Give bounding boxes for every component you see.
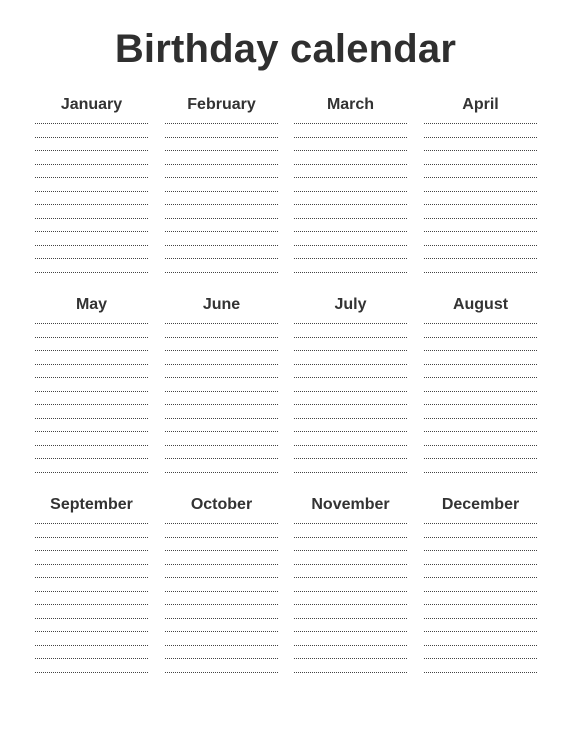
entry-line[interactable] [35,258,148,259]
entry-line[interactable] [35,604,148,605]
entry-line[interactable] [35,364,148,365]
month-block-november [294,495,407,515]
entry-line[interactable] [35,631,148,632]
entry-line[interactable] [165,472,278,473]
entry-line[interactable] [35,350,148,351]
entry-line[interactable] [165,218,278,219]
entry-line[interactable] [424,231,537,232]
entry-line[interactable] [165,564,278,565]
month-block-may [35,295,148,315]
entry-line[interactable] [424,418,537,419]
month-block-october [165,495,278,515]
month-block-february [165,95,278,115]
entry-line[interactable] [35,150,148,151]
entry-line[interactable] [165,523,278,524]
entry-line[interactable] [424,245,537,246]
month-block-december [424,495,537,515]
entry-line[interactable] [165,272,278,273]
entry-line[interactable] [294,418,407,419]
month-block-july [294,295,407,315]
entry-line[interactable] [35,191,148,192]
entry-line[interactable] [424,137,537,138]
entry-line[interactable] [165,258,278,259]
entry-line[interactable] [294,445,407,446]
entry-lines [424,323,537,486]
entry-line[interactable] [35,618,148,619]
entry-line[interactable] [35,431,148,432]
entry-line[interactable] [35,523,148,524]
month-name: July [334,296,367,313]
entry-lines [294,523,407,686]
entry-line[interactable] [165,445,278,446]
entry-lines [424,523,537,686]
entry-line[interactable] [294,337,407,338]
entry-line[interactable] [165,537,278,538]
entry-line[interactable] [294,218,407,219]
entry-line[interactable] [165,658,278,659]
month-name: August [452,296,509,313]
entry-line[interactable] [424,591,537,592]
entry-line[interactable] [424,218,537,219]
entry-line[interactable] [294,537,407,538]
entry-line[interactable] [35,377,148,378]
entry-line[interactable] [424,123,537,124]
entry-line[interactable] [424,472,537,473]
entry-line[interactable] [424,631,537,632]
entry-line[interactable] [35,550,148,551]
entry-line[interactable] [35,577,148,578]
entry-line[interactable] [35,272,148,273]
entry-line[interactable] [165,591,278,592]
entry-line[interactable] [35,658,148,659]
entry-line[interactable] [424,272,537,273]
entry-line[interactable] [424,577,537,578]
entry-line[interactable] [165,245,278,246]
entry-line[interactable] [424,564,537,565]
entry-line[interactable] [294,604,407,605]
entry-line[interactable] [35,164,148,165]
entry-line[interactable] [294,591,407,592]
entry-line[interactable] [424,658,537,659]
entry-line[interactable] [294,645,407,646]
entry-lines [35,123,148,286]
entry-line[interactable] [424,337,537,338]
entry-line[interactable] [294,523,407,524]
entry-line[interactable] [424,445,537,446]
entry-lines [35,523,148,686]
entry-line[interactable] [165,431,278,432]
entry-line[interactable] [294,258,407,259]
entry-line[interactable] [35,123,148,124]
entry-line[interactable] [294,164,407,165]
entry-line[interactable] [424,164,537,165]
entry-line[interactable] [424,537,537,538]
entry-line[interactable] [165,550,278,551]
month-name: February [187,96,256,113]
entry-line[interactable] [35,591,148,592]
entry-line[interactable] [294,231,407,232]
entry-line[interactable] [35,337,148,338]
entry-line[interactable] [35,418,148,419]
entry-line[interactable] [294,191,407,192]
entry-line[interactable] [165,458,278,459]
entry-line[interactable] [294,150,407,151]
month-block-september [35,495,148,515]
entry-line[interactable] [294,458,407,459]
entry-line[interactable] [165,618,278,619]
month-name: June [202,296,241,313]
entry-line[interactable] [294,204,407,205]
entry-line[interactable] [424,645,537,646]
entry-line[interactable] [35,645,148,646]
entry-line[interactable] [294,350,407,351]
entry-line[interactable] [294,472,407,473]
entry-line[interactable] [165,191,278,192]
entry-line[interactable] [35,537,148,538]
entry-line[interactable] [424,458,537,459]
entry-line[interactable] [294,323,407,324]
month-name: October [190,496,253,513]
month-block-august [424,295,537,315]
entry-line[interactable] [35,458,148,459]
entry-line[interactable] [35,472,148,473]
month-block-june [165,295,278,315]
entry-line[interactable] [424,550,537,551]
entry-line[interactable] [165,631,278,632]
entry-line[interactable] [294,391,407,392]
entry-line[interactable] [294,377,407,378]
entry-line[interactable] [165,391,278,392]
entry-line[interactable] [165,377,278,378]
entry-line[interactable] [294,177,407,178]
entry-line[interactable] [424,523,537,524]
entry-lines [35,323,148,486]
entry-line[interactable] [35,204,148,205]
entry-line[interactable] [294,245,407,246]
entry-line[interactable] [165,604,278,605]
entry-line[interactable] [165,204,278,205]
entry-line[interactable] [424,391,537,392]
entry-lines [165,123,278,286]
entry-line[interactable] [424,191,537,192]
month-name: September [50,496,133,513]
entry-line[interactable] [424,404,537,405]
entry-line[interactable] [294,564,407,565]
entry-line[interactable] [165,364,278,365]
entry-lines [165,523,278,686]
entry-line[interactable] [35,404,148,405]
entry-line[interactable] [294,404,407,405]
entry-line[interactable] [294,550,407,551]
entry-line[interactable] [294,631,407,632]
entry-lines [294,323,407,486]
entry-line[interactable] [165,404,278,405]
entry-line[interactable] [294,123,407,124]
entry-line[interactable] [294,577,407,578]
entry-line[interactable] [165,418,278,419]
entry-line[interactable] [165,123,278,124]
entry-line[interactable] [35,245,148,246]
entry-line[interactable] [35,564,148,565]
entry-line[interactable] [424,604,537,605]
month-block-january [35,95,148,115]
entry-line[interactable] [424,431,537,432]
entry-line[interactable] [165,645,278,646]
entry-lines [165,323,278,486]
entry-line[interactable] [35,218,148,219]
month-block-march [294,95,407,115]
entry-line[interactable] [35,672,148,673]
month-name: May [75,296,108,313]
entry-line[interactable] [165,577,278,578]
entry-line[interactable] [294,658,407,659]
entry-line[interactable] [294,364,407,365]
entry-line[interactable] [165,137,278,138]
page-title: Birthday calendar [114,27,457,71]
entry-line[interactable] [424,672,537,673]
month-block-april [424,95,537,115]
entry-line[interactable] [165,150,278,151]
entry-line[interactable] [35,445,148,446]
entry-line[interactable] [165,164,278,165]
entry-line[interactable] [165,672,278,673]
entry-line[interactable] [424,323,537,324]
entry-line[interactable] [165,323,278,324]
entry-line[interactable] [294,618,407,619]
month-name: December [441,496,520,513]
entry-line[interactable] [424,204,537,205]
entry-line[interactable] [294,431,407,432]
month-name: January [60,96,123,113]
entry-line[interactable] [424,177,537,178]
entry-line[interactable] [424,150,537,151]
entry-line[interactable] [294,137,407,138]
entry-line[interactable] [165,177,278,178]
entry-line[interactable] [165,350,278,351]
month-name: March [326,96,375,113]
entry-line[interactable] [424,377,537,378]
entry-line[interactable] [424,364,537,365]
entry-line[interactable] [294,672,407,673]
entry-line[interactable] [35,137,148,138]
entry-line[interactable] [165,231,278,232]
entry-lines [294,123,407,286]
entry-line[interactable] [35,391,148,392]
entry-line[interactable] [35,177,148,178]
entry-line[interactable] [35,231,148,232]
entry-line[interactable] [424,350,537,351]
entry-line[interactable] [35,323,148,324]
entry-line[interactable] [424,258,537,259]
month-name: November [311,496,390,513]
entry-line[interactable] [165,337,278,338]
entry-lines [424,123,537,286]
month-name: April [462,96,499,113]
entry-line[interactable] [294,272,407,273]
entry-line[interactable] [424,618,537,619]
